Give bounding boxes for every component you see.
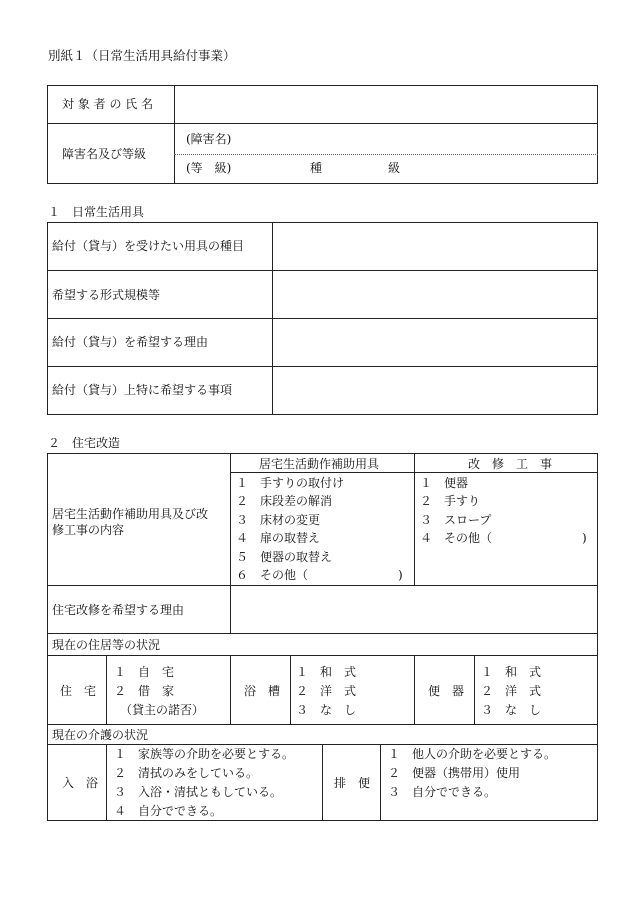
toilet-option[interactable]: ２ 洋 式 <box>481 684 542 698</box>
reform-reason-field[interactable] <box>232 587 596 631</box>
toilet-option[interactable]: １ 和 式 <box>481 665 542 679</box>
toilet-label: 便 器 <box>428 684 465 698</box>
name-label: 対 象 者 の 氏 名 <box>62 97 154 111</box>
col-header-works: 改 修 工 事 <box>468 457 553 471</box>
kind-label: 種 <box>310 161 323 175</box>
landlord-consent: （貸主の諾否） <box>114 703 205 717</box>
special-request-field[interactable] <box>274 368 596 413</box>
content-label-2: 修工事の内容 <box>52 523 125 537</box>
bath-option[interactable]: ３ な し <box>296 703 357 717</box>
house-label: 住 宅 <box>60 684 97 698</box>
excretion-label: 排 便 <box>334 776 371 790</box>
work-option[interactable]: ２ 手すり <box>420 494 481 508</box>
aid-option[interactable]: １ 手すりの取付け <box>236 476 345 490</box>
work-option[interactable]: １ 便器 <box>420 476 469 490</box>
row-format: 希望する形式規模等 <box>52 288 161 302</box>
bathing-option[interactable]: １ 家族等の介助を必要とする。 <box>114 747 295 761</box>
excretion-option[interactable]: １ 他人の介助を必要とする。 <box>388 747 557 761</box>
house-option[interactable]: １ 自 宅 <box>114 665 175 679</box>
bath-option[interactable]: ２ 洋 式 <box>296 684 357 698</box>
reform-reason-label: 住宅改修を希望する理由 <box>52 603 185 617</box>
house-option[interactable]: ２ 借 家 <box>114 684 175 698</box>
aid-option[interactable]: ３ 床材の変更 <box>236 513 321 527</box>
excretion-option[interactable]: ３ 自分でできる。 <box>388 785 497 799</box>
aid-option[interactable]: ２ 床段差の解消 <box>236 494 333 508</box>
work-other-close: ) <box>582 531 587 545</box>
bathing-option[interactable]: ２ 清拭のみをしている。 <box>114 766 259 780</box>
toilet-option[interactable]: ３ な し <box>481 703 542 717</box>
aid-option-other[interactable]: ６ その他（ <box>236 568 309 582</box>
format-field[interactable] <box>274 272 596 316</box>
content-label-1: 居宅生活動作補助用具及び改 <box>52 507 209 521</box>
bathing-option[interactable]: ３ 入浴・清拭ともしている。 <box>114 785 283 799</box>
name-field[interactable] <box>176 87 596 121</box>
work-option-other[interactable]: ４ その他（ <box>420 531 493 545</box>
section2-title: ２ 住宅改造 <box>48 436 121 450</box>
section1-title: １ 日常生活用具 <box>48 205 145 219</box>
aid-option[interactable]: ５ 便器の取替え <box>236 550 333 564</box>
col-header-aids: 居宅生活動作補助用具 <box>259 457 380 471</box>
bath-label: 浴 槽 <box>244 684 281 698</box>
row-special-request: 給付（貸与）上特に希望する事項 <box>52 383 233 397</box>
grade-suffix: 級 <box>388 161 401 175</box>
bathing-option[interactable]: ４ 自分でできる。 <box>114 804 223 818</box>
row-reason: 給付（貸与）を希望する理由 <box>52 335 209 349</box>
grade-label: (等 級) <box>186 161 232 175</box>
item-type-field[interactable] <box>274 224 596 268</box>
disability-name-label: (障害名) <box>186 132 232 146</box>
care-status-heading: 現在の介護の状況 <box>52 728 149 742</box>
housing-status-heading: 現在の住居等の状況 <box>52 638 161 652</box>
doc-title: 別紙１（日常生活用具給付事業） <box>48 48 236 63</box>
reason-field[interactable] <box>274 320 596 364</box>
excretion-option[interactable]: ２ 便器（携帯用）使用 <box>388 766 521 780</box>
disability-label: 障害名及び等級 <box>62 147 147 161</box>
aid-option[interactable]: ４ 扉の取替え <box>236 531 321 545</box>
bath-option[interactable]: １ 和 式 <box>296 665 357 679</box>
bathing-label: 入 浴 <box>62 776 99 790</box>
aid-other-close: ) <box>398 568 403 582</box>
row-item-type: 給付（貸与）を受けたい用具の種目 <box>52 239 245 253</box>
work-option[interactable]: ３ スロープ <box>420 513 492 527</box>
